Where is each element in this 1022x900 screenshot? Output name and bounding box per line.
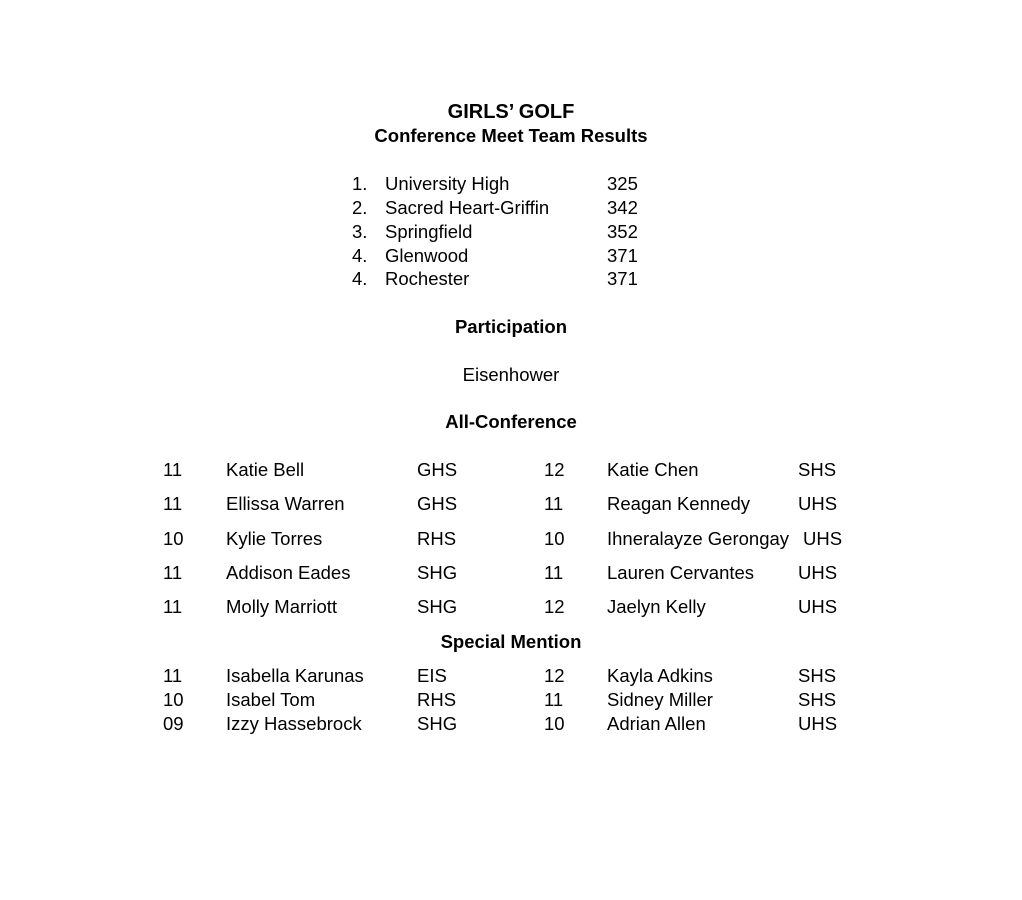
player-name: Ihneralayze Gerongay <box>607 528 790 549</box>
player-school: UHS <box>798 493 838 514</box>
player-grade: 12 <box>544 459 565 480</box>
player-grade: 09 <box>163 713 184 734</box>
participation-heading: Participation <box>454 316 568 337</box>
player-name: Katie Chen <box>607 459 699 480</box>
player-grade: 12 <box>544 665 565 686</box>
player-name: Molly Marriott <box>226 596 338 617</box>
player-school: SHS <box>798 459 837 480</box>
team-score: 371 <box>607 268 638 289</box>
all-conference-heading: All-Conference <box>445 411 577 432</box>
player-grade: 10 <box>163 689 184 710</box>
player-school: GHS <box>417 493 458 514</box>
player-school: SHG <box>417 713 458 734</box>
player-grade: 11 <box>544 562 564 583</box>
player-name: Sidney Miller <box>607 689 713 710</box>
player-grade: 10 <box>544 713 565 734</box>
player-school: UHS <box>803 528 843 549</box>
team-name: Glenwood <box>385 245 469 266</box>
player-name: Addison Eades <box>226 562 351 583</box>
player-school: SHG <box>417 562 458 583</box>
team-score: 342 <box>607 197 638 218</box>
team-score: 371 <box>607 245 638 266</box>
player-name: Jaelyn Kelly <box>607 596 706 617</box>
team-name: University High <box>385 173 510 194</box>
special-mention-heading: Special Mention <box>440 631 582 652</box>
team-name: Springfield <box>385 221 473 242</box>
page-title: GIRLS’ GOLF <box>447 101 575 123</box>
team-place: 2. <box>352 197 368 218</box>
player-name: Katie Bell <box>226 459 305 480</box>
player-grade: 11 <box>163 459 183 480</box>
team-place: 4. <box>352 245 368 266</box>
player-school: SHG <box>417 596 458 617</box>
player-school: SHS <box>798 665 837 686</box>
player-name: Adrian Allen <box>607 713 706 734</box>
player-grade: 11 <box>163 596 183 617</box>
player-grade: 10 <box>544 528 565 549</box>
player-name: Kylie Torres <box>226 528 323 549</box>
team-place: 1. <box>352 173 368 194</box>
player-name: Ellissa Warren <box>226 493 345 514</box>
player-name: Lauren Cervantes <box>607 562 755 583</box>
player-grade: 11 <box>163 493 183 514</box>
player-school: RHS <box>417 689 457 710</box>
player-school: RHS <box>417 528 457 549</box>
player-grade: 10 <box>163 528 184 549</box>
player-name: Izzy Hassebrock <box>226 713 362 734</box>
team-name: Sacred Heart-Griffin <box>385 197 550 218</box>
player-school: EIS <box>417 665 447 686</box>
player-school: SHS <box>798 689 837 710</box>
page-subtitle: Conference Meet Team Results <box>374 125 648 146</box>
player-grade: 12 <box>544 596 565 617</box>
player-school: UHS <box>798 562 838 583</box>
team-place: 3. <box>352 221 368 242</box>
player-name: Isabel Tom <box>226 689 316 710</box>
player-name: Kayla Adkins <box>607 665 713 686</box>
player-grade: 11 <box>544 689 564 710</box>
player-school: UHS <box>798 596 838 617</box>
player-name: Reagan Kennedy <box>607 493 750 514</box>
player-name: Isabella Karunas <box>226 665 364 686</box>
team-name: Rochester <box>385 268 470 289</box>
participation-school: Eisenhower <box>462 364 560 385</box>
player-school: GHS <box>417 459 458 480</box>
player-grade: 11 <box>544 493 564 514</box>
team-score: 325 <box>607 173 638 194</box>
team-place: 4. <box>352 268 368 289</box>
player-school: UHS <box>798 713 838 734</box>
player-grade: 11 <box>163 562 183 583</box>
team-score: 352 <box>607 221 638 242</box>
player-grade: 11 <box>163 665 183 686</box>
